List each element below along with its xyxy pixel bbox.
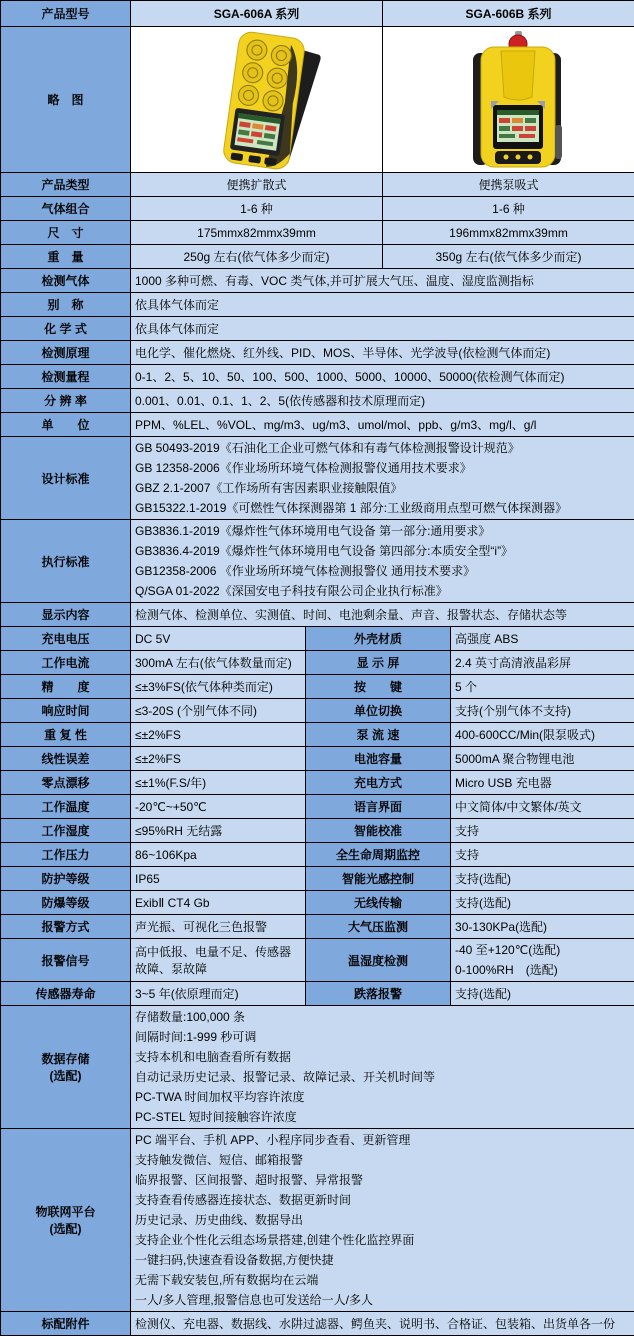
feature-line: 间隔时间:1-999 秒可调 xyxy=(135,1027,630,1047)
table-row xyxy=(1,520,634,603)
standard-line: GB 12358-2006《作业场所环境气体检测报警仪通用技术要求》 xyxy=(135,458,630,478)
feature-line: 历史记录、历史曲线、数据导出 xyxy=(135,1210,630,1230)
row-value-b: 1-6 种 xyxy=(383,197,634,221)
feature-line: 自动记录历史记录、报警记录、故障记录、开关机时间等 xyxy=(135,1067,630,1087)
row-label: 检测量程 xyxy=(1,365,131,389)
label-line: (选配) xyxy=(5,1067,126,1084)
label-line: (选配) xyxy=(5,1220,126,1237)
table-row xyxy=(1,699,634,723)
header-product-model-label: 产品型号 xyxy=(1,1,131,27)
row-label-2: 显 示 屏 xyxy=(306,651,451,675)
row-value-b: 350g 左右(依气体多少而定) xyxy=(383,245,634,269)
row-label: 检测气体 xyxy=(1,269,131,293)
table-row xyxy=(1,891,634,915)
row-value-1: ≤3-20S (个别气体不同) xyxy=(131,699,306,723)
row-value-1: ≤±1%(F.S/年) xyxy=(131,771,306,795)
feature-line: 无需下载安装包,所有数据均在云端 xyxy=(135,1270,630,1290)
table-row xyxy=(1,982,634,1006)
row-value-2: 中文简体/中文繁体/英文 xyxy=(451,795,634,819)
row-label: 工作湿度 xyxy=(1,819,131,843)
row-label: 标配附件 xyxy=(1,1312,131,1336)
table-row xyxy=(1,413,634,437)
row-label-2: 外壳材质 xyxy=(306,627,451,651)
table-row xyxy=(1,651,634,675)
row-value-b: 196mmx82mmx39mm xyxy=(383,221,634,245)
row-label: 防护等级 xyxy=(1,867,131,891)
row-label: 报警方式 xyxy=(1,915,131,939)
row-label xyxy=(1,1006,131,1129)
row-label: 响应时间 xyxy=(1,699,131,723)
standard-line: GB 50493-2019《石油化工企业可燃气体和有毒气体检测报警设计规范》 xyxy=(135,438,630,458)
belt-clip xyxy=(555,125,562,159)
table-row xyxy=(1,843,634,867)
row-value: 依具体气体而定 xyxy=(131,293,634,317)
raised-panel xyxy=(501,51,535,100)
value-line: -40 至+120℃(选配) xyxy=(455,940,630,960)
row-value-1: ≤±2%FS xyxy=(131,723,306,747)
row-value: 检测仪、充电器、数据线、水阱过滤器、鳄鱼夹、说明书、合格证、包装箱、出货单各一份 xyxy=(131,1312,634,1336)
row-label: 设计标准 xyxy=(1,437,131,520)
row-label: 零点漂移 xyxy=(1,771,131,795)
feature-line: 一键扫码,快速查看设备数据,方便快捷 xyxy=(135,1250,630,1270)
row-value-2: 400-600CC/Min(限泵吸式) xyxy=(451,723,634,747)
row-label-2: 按 键 xyxy=(306,675,451,699)
row-value-2: 支持(个别气体不支持) xyxy=(451,699,634,723)
row-value-1: IP65 xyxy=(131,867,306,891)
row-label: 工作电流 xyxy=(1,651,131,675)
row-label-2: 单位切换 xyxy=(306,699,451,723)
standard-line: Q/SGA 01-2022《深国安电子科技有限公司企业执行标准》 xyxy=(135,581,630,601)
device-a-cell xyxy=(131,27,383,173)
row-label-2: 智能光感控制 xyxy=(306,867,451,891)
feature-line: 一人/多人管理,报警信息也可发送给一人/多人 xyxy=(135,1290,630,1310)
row-value-2: 30-130KPa(选配) xyxy=(451,915,634,939)
standard-line: GB12358-2006 《作业场所环境气体检测报警仪 通用技术要求》 xyxy=(135,561,630,581)
row-value-1: 高中低报、电量不足、传感器故障、泵故障 xyxy=(131,939,306,982)
row-label: 单 位 xyxy=(1,413,131,437)
row-label-2: 电池容量 xyxy=(306,747,451,771)
row-label-2: 全生命周期监控 xyxy=(306,843,451,867)
feature-line: 支持本机和电脑查看所有数据 xyxy=(135,1047,630,1067)
table-row xyxy=(1,819,634,843)
row-label: 工作温度 xyxy=(1,795,131,819)
header-series-b: SGA-606B 系列 xyxy=(383,1,634,27)
standard-line: GB3836.4-2019《爆炸性气体环境用电气设备 第四部分:本质安全型“i”》 xyxy=(135,541,630,561)
row-value-a: 便携扩散式 xyxy=(131,173,383,197)
row-value-1: -20℃~+50℃ xyxy=(131,795,306,819)
row-value-1: DC 5V xyxy=(131,627,306,651)
table-row xyxy=(1,747,634,771)
row-value: PPM、%LEL、%VOL、mg/m3、ug/m3、umol/mol、ppb、g/m3、mg/l、g/l xyxy=(131,413,634,437)
feature-line: 支持触发微信、短信、邮箱报警 xyxy=(135,1150,630,1170)
row-value: 0.001、0.01、0.1、1、2、5(依传感器和技术原理而定) xyxy=(131,389,634,413)
table-row xyxy=(1,771,634,795)
row-value-2 xyxy=(451,939,634,982)
row-label: 分 辨 率 xyxy=(1,389,131,413)
row-value-1: 3~5 年(依原理而定) xyxy=(131,982,306,1006)
row-value-2: 支持(选配) xyxy=(451,891,634,915)
row-value-1: ≤95%RH 无结露 xyxy=(131,819,306,843)
row-label: 报警信号 xyxy=(1,939,131,982)
sketch-label: 略 图 xyxy=(1,27,131,173)
row-label-2: 充电方式 xyxy=(306,771,451,795)
row-label: 气体组合 xyxy=(1,197,131,221)
feature-line: 临界报警、区间报警、超时报警、异常报警 xyxy=(135,1170,630,1190)
feature-line: PC 端平台、手机 APP、小程序同步查看、更新管理 xyxy=(135,1130,630,1150)
table-row xyxy=(1,915,634,939)
row-value-1: ≤±2%FS xyxy=(131,747,306,771)
table-row xyxy=(1,1006,634,1129)
row-label-2: 语言界面 xyxy=(306,795,451,819)
row-value-2: 支持(选配) xyxy=(451,982,634,1006)
table-row xyxy=(1,939,634,982)
table-row xyxy=(1,317,634,341)
standard-line: GBZ 2.1-2007《工作场所有害因素职业接触限值》 xyxy=(135,478,630,498)
row-value-2: Micro USB 充电器 xyxy=(451,771,634,795)
table-row xyxy=(1,1312,634,1336)
design-standard-list xyxy=(131,437,634,520)
row-value-a: 1-6 种 xyxy=(131,197,383,221)
feature-line: PC-TWA 时间加权平均容许浓度 xyxy=(135,1087,630,1107)
header-series-a: SGA-606A 系列 xyxy=(131,1,383,27)
row-value: 1000 多种可燃、有毒、VOC 类气体,并可扩展大气压、温度、湿度监测指标 xyxy=(131,269,634,293)
row-value-1: 声光振、可视化三色报警 xyxy=(131,915,306,939)
row-label: 别 称 xyxy=(1,293,131,317)
row-label: 精 度 xyxy=(1,675,131,699)
row-label: 检测原理 xyxy=(1,341,131,365)
device-b-cell xyxy=(383,27,634,173)
row-value-a: 250g 左右(依气体多少而定) xyxy=(131,245,383,269)
row-label: 线性误差 xyxy=(1,747,131,771)
row-value-a: 175mmx82mmx39mm xyxy=(131,221,383,245)
row-value: 电化学、催化燃烧、红外线、PID、MOS、半导体、光学波导(依检测气体而定) xyxy=(131,341,634,365)
table-row xyxy=(1,675,634,699)
row-label-2: 泵 流 速 xyxy=(306,723,451,747)
row-label: 重 复 性 xyxy=(1,723,131,747)
row-label: 防爆等级 xyxy=(1,891,131,915)
row-value-1: 86~106Kpa xyxy=(131,843,306,867)
iot-feature-list xyxy=(131,1129,634,1312)
row-value-2: 5000mA 聚合物锂电池 xyxy=(451,747,634,771)
table-row xyxy=(1,365,634,389)
row-value-2: 2.4 英寸高清液晶彩屏 xyxy=(451,651,634,675)
table-row xyxy=(1,795,634,819)
row-value-1: ExibⅡ CT4 Gb xyxy=(131,891,306,915)
row-value: 检测气体、检测单位、实测值、时间、电池剩余量、声音、报警状态、存储状态等 xyxy=(131,603,634,627)
exec-standard-list xyxy=(131,520,634,603)
feature-line: 支持企业个性化云组态场景搭建,创建个性化监控界面 xyxy=(135,1230,630,1250)
row-value-b: 便携泵吸式 xyxy=(383,173,634,197)
value-line: 0-100%RH (选配) xyxy=(455,960,630,980)
table-row xyxy=(1,723,634,747)
row-value-1: 300mA 左右(依气体数量而定) xyxy=(131,651,306,675)
row-label-2: 大气压监测 xyxy=(306,915,451,939)
row-label-2: 智能校准 xyxy=(306,819,451,843)
feature-line: PC-STEL 短时间接触容许浓度 xyxy=(135,1107,630,1127)
table-row xyxy=(1,1,634,27)
table-row xyxy=(1,269,634,293)
row-label-2: 无线传输 xyxy=(306,891,451,915)
row-label-2: 跌落报警 xyxy=(306,982,451,1006)
row-label: 产品类型 xyxy=(1,173,131,197)
table-row xyxy=(1,341,634,365)
row-label: 执行标准 xyxy=(1,520,131,603)
table-row xyxy=(1,437,634,520)
row-value-2: 5 个 xyxy=(451,675,634,699)
row-value: 0-1、2、5、10、50、100、500、1000、5000、10000、50000(依检测气体而定) xyxy=(131,365,634,389)
table-row xyxy=(1,27,634,173)
standard-line: GB15322.1-2019《可燃性气体探测器第 1 部分:工业级商用点型可燃气体探测器》 xyxy=(135,498,630,518)
label-line: 物联网平台 xyxy=(5,1203,126,1220)
row-label: 重 量 xyxy=(1,245,131,269)
table-row xyxy=(1,867,634,891)
label-line: 数据存储 xyxy=(5,1050,126,1067)
table-row xyxy=(1,389,634,413)
row-value-2: 支持 xyxy=(451,819,634,843)
table-row xyxy=(1,1129,634,1312)
table-row xyxy=(1,293,634,317)
row-value-2: 高强度 ABS xyxy=(451,627,634,651)
row-value-2: 支持 xyxy=(451,843,634,867)
feature-line: 支持查看传感器连接状态、数据更新时间 xyxy=(135,1190,630,1210)
feature-line: 存储数量:100,000 条 xyxy=(135,1007,630,1027)
device-b-image xyxy=(387,29,634,171)
standard-line: GB3836.1-2019《爆炸性气体环境用电气设备 第一部分:通用要求》 xyxy=(135,521,630,541)
table-row xyxy=(1,245,634,269)
table-row xyxy=(1,197,634,221)
row-value: 依具体气体而定 xyxy=(131,317,634,341)
row-label: 尺 寸 xyxy=(1,221,131,245)
row-label: 显示内容 xyxy=(1,603,131,627)
row-label: 传感器寿命 xyxy=(1,982,131,1006)
row-label: 工作压力 xyxy=(1,843,131,867)
table-row xyxy=(1,173,634,197)
row-label: 充电电压 xyxy=(1,627,131,651)
storage-feature-list xyxy=(131,1006,634,1129)
row-label: 化 学 式 xyxy=(1,317,131,341)
table-row xyxy=(1,627,634,651)
row-label-2: 温湿度检测 xyxy=(306,939,451,982)
row-label xyxy=(1,1129,131,1312)
device-a-image xyxy=(135,29,383,171)
table-row xyxy=(1,221,634,245)
row-value-1: ≤±3%FS(依气体种类而定) xyxy=(131,675,306,699)
table-row xyxy=(1,603,634,627)
row-value-2: 支持(选配) xyxy=(451,867,634,891)
